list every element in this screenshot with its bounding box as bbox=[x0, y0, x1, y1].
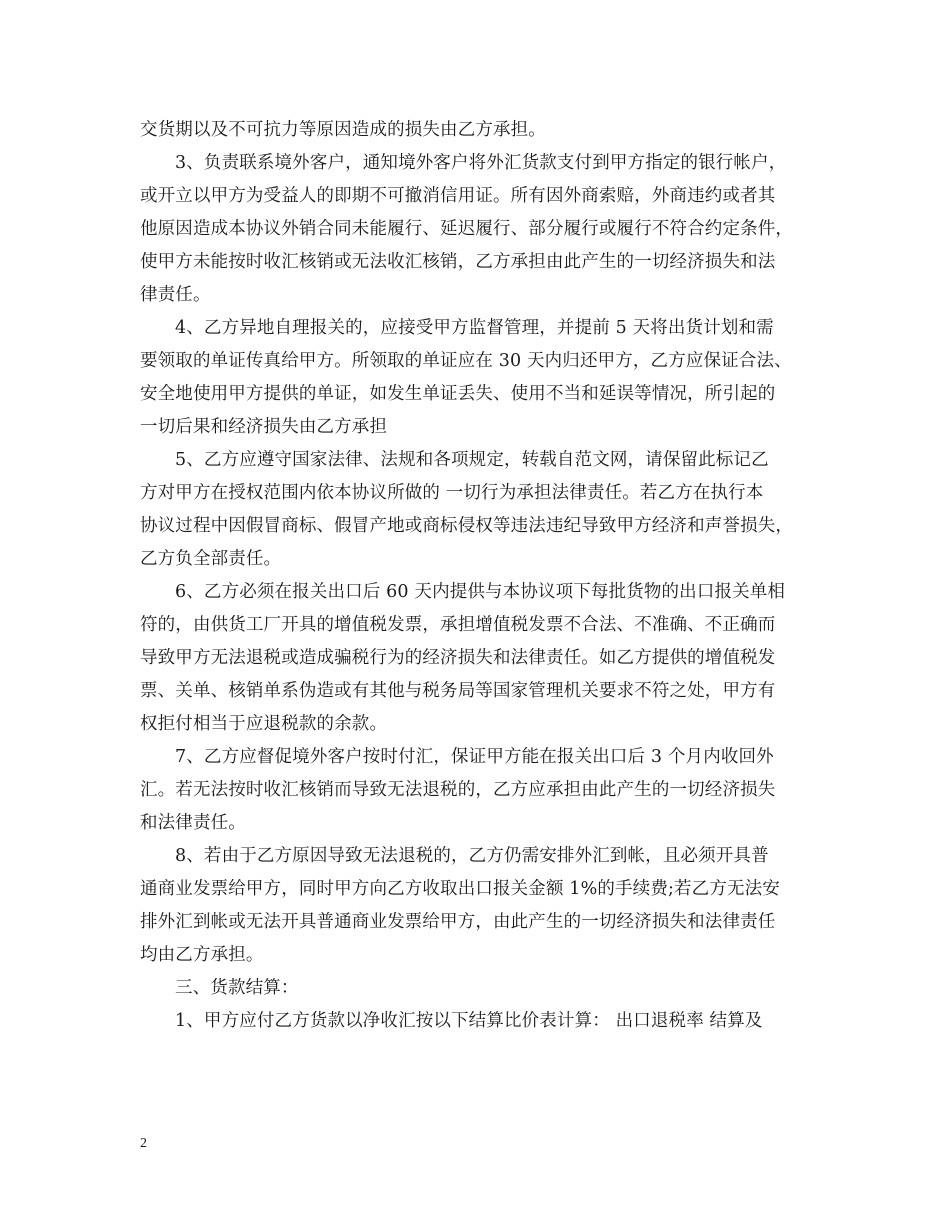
text-line: 安全地使用甲方提供的单证，如发生单证丢失、使用不当和延误等情况，所引起的 bbox=[140, 384, 776, 404]
text-line: 排外汇到帐或无法开具普通商业发票给甲方，由此产生的一切经济损失和法律责任 bbox=[140, 912, 776, 932]
text-line: 使甲方未能按时收汇核销或无法收汇核销，乙方承担由此产生的一切经济损失和法 bbox=[140, 252, 776, 272]
text-line: 4、乙方异地自理报关的，应接受甲方监督管理，并提前 5 天将出货计划和需 bbox=[175, 318, 774, 338]
text-line: 导致甲方无法退税或造成骗税行为的经济损失和法律责任。如乙方提供的增值税发 bbox=[140, 648, 776, 668]
text-line: 通商业发票给甲方，同时甲方向乙方收取出口报关金额 1%的手续费;若乙方无法安 bbox=[140, 879, 780, 899]
text-line: 符的，由供货工厂开具的增值税发票，承担增值税发票不合法、不准确、不正确而 bbox=[140, 615, 776, 635]
section-heading: 三、货款结算： bbox=[175, 978, 299, 998]
text-line: 交货期以及不可抗力等原因造成的损失由乙方承担。 bbox=[140, 120, 546, 140]
text-line: 8、若由于乙方原因导致无法退税的，乙方仍需安排外汇到帐，且必须开具普 bbox=[175, 846, 769, 866]
text-line: 6、乙方必须在报关出口后 60 天内提供与本协议项下每批货物的出口报关单相 bbox=[175, 582, 786, 602]
text-line: 乙方负全部责任。 bbox=[140, 549, 282, 569]
text-line: 律责任。 bbox=[140, 285, 211, 305]
document-body bbox=[140, 114, 830, 1038]
page-number: 2 bbox=[140, 1136, 147, 1151]
text-line: 3、负责联系境外客户，通知境外客户将外汇货款支付到甲方指定的银行帐户， bbox=[175, 153, 787, 173]
text-line: 票、关单、核销单系伪造或有其他与税务局等国家管理机关要求不符之处，甲方有 bbox=[140, 681, 776, 701]
text-line: 5、乙方应遵守国家法律、法规和各项规定，转载自范文网，请保留此标记乙 bbox=[175, 450, 769, 470]
text-line: 方对甲方在授权范围内依本协议所做的 一切行为承担法律责任。若乙方在执行本 bbox=[140, 483, 764, 503]
text-line: 7、乙方应督促境外客户按时付汇，保证甲方能在报关出口后 3 个月内收回外 bbox=[175, 747, 774, 767]
text-line: 权拒付相当于应退税款的余款。 bbox=[140, 714, 388, 734]
text-line: 一切后果和经济损失由乙方承担 bbox=[140, 417, 388, 437]
text-line: 协议过程中因假冒商标、假冒产地或商标侵权等违法违纪导致甲方经济和声誉损失， bbox=[140, 516, 794, 536]
text-line: 或开立以甲方为受益人的即期不可撤消信用证。所有因外商索赔，外商违约或者其 bbox=[140, 186, 776, 206]
text-line: 要领取的单证传真给甲方。所领取的单证应在 30 天内归还甲方，乙方应保证合法、 bbox=[140, 351, 792, 371]
text-line: 汇。若无法按时收汇核销而导致无法退税的，乙方应承担由此产生的一切经济损失 bbox=[140, 780, 776, 800]
text-line: 均由乙方承担。 bbox=[140, 945, 264, 965]
text-line: 他原因造成本协议外销合同未能履行、延迟履行、部分履行或履行不符合约定条件， bbox=[140, 219, 794, 239]
text-line: 1、甲方应付乙方货款以净收汇按以下结算比价表计算： 出口退税率 结算及 bbox=[175, 1011, 763, 1031]
text-line: 和法律责任。 bbox=[140, 813, 246, 833]
